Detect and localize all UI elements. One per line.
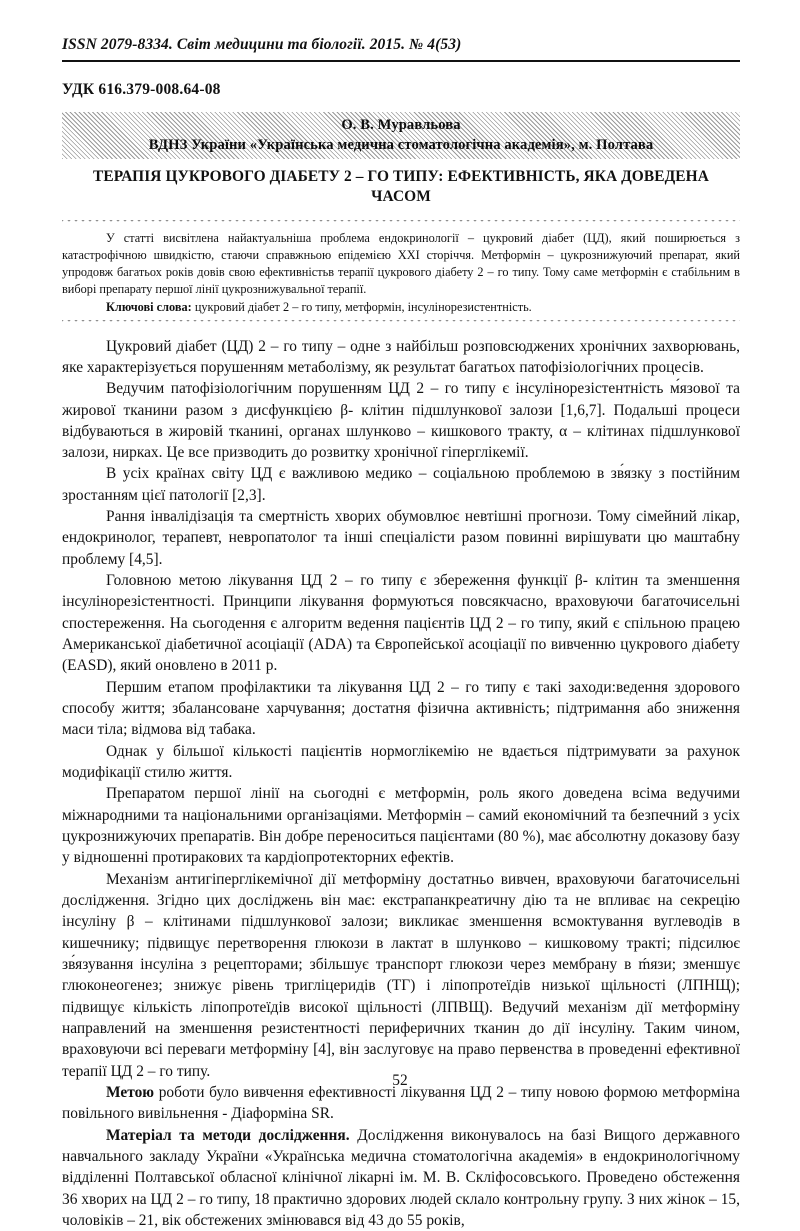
methods-label: Матеріал та методи дослідження. bbox=[106, 1126, 350, 1144]
udc-code: УДК 616.379-008.64-08 bbox=[62, 80, 221, 98]
paragraph-3: В усіх країнах світу ЦД є важливою медико – соціальною проблемою в зв́язку з постійним зростанням цієї патології [2,3]. bbox=[62, 465, 740, 504]
abstract-section bbox=[62, 226, 740, 320]
paragraph-2: Ведучим патофізіологічним порушенням ЦД 2 – го типу є інсулінорезістентність м́язової та жирової тканини разом з дисфункцією β- клітин підшлункової залози [1,6,7]. Подальші процеси відбуваються в жировій тканині, органах шлунково – кишкового тракту, α – клітинах підшлункової залози, нирках. Це все призводить до розвитку хронічної гіперглікемії. bbox=[62, 380, 740, 462]
abstract-text: У статті висвітлена найактуальніша проблема ендокринології – цукровий діабет (ЦД), який поширюється з катастрофічною швидкістю, стаючи справжньою епідемією ХХІ сторіччя. Метформін – цукрознижуючий препарат, який упродовж багатьох років довів свою ефективністьв терапії цукрового діабету 2 – го типу. Тому саме метформін є стабільним в виборі препарату першої лінії цукрознижувальної терапії. bbox=[62, 230, 740, 297]
aim-text: роботи було вивчення ефективності лікування ЦД 2 – типу новою формою метформіна повільного вивільнення - Діаформіна SR. bbox=[62, 1084, 740, 1123]
paragraph-6: Першим етапом профілактики та лікування ЦД 2 – го типу є такі заходи:ведення здорового способу життя; збалансоване харчування; достатня фізична активність; підтримання або зниження маси тіла; відмова від табака. bbox=[62, 678, 740, 739]
paragraph-4: Рання інвалідізація та смертність хворих обумовлює невтішні прогнози. Тому сімейний лікар, ендокринолог, терапевт, невропатолог та інші спеціалісти разом повинні вирішувати цю маштабну проблему [4,5]. bbox=[62, 508, 740, 568]
aim-label: Метою bbox=[106, 1084, 155, 1101]
abstract-bottom-border bbox=[62, 320, 740, 326]
author-affiliation-block bbox=[62, 112, 740, 159]
page-number: 52 bbox=[392, 1072, 408, 1089]
running-head: ISSN 2079-8334. Світ медицини та біології. 2015. № 4(53) bbox=[62, 36, 462, 53]
paragraph-8: Препаратом першої лінії на сьогодні є метформін, роль якого доведена всіма ведучими міжнародними та національними організаціями. Метформін – самий економічний та безпечний з усіх цукрознижуючих препаратів. Він добре переноситься пацієнтами (80 %), має абсолютну доказову базу у відношенні протиракових та кардіопротекторних ефектів. bbox=[62, 785, 740, 867]
article-body bbox=[62, 336, 740, 1231]
paragraph-5: Головною метою лікування ЦД 2 – го типу є збереження функції β- клітин та зменшення інсулінорезістентності. Принципи лікування формуються повсякчасно, враховуючи багаточисельні спостереження. На сьогодення є алгоритм ведення пацієнтів ЦД 2 – го типу, який є спільною працею Американської діабетичної асоціації (ADA) та Європейської асоціації по вивченню цукрового діабету (EASD), який оновлено в 2011 р. bbox=[62, 572, 740, 675]
paragraph-1: Цукровий діабет (ЦД) 2 – го типу – одне з найбільш розповсюджених хронічних захворювань, яке характерізується порушенням метаболізму, як результат багатьох патофізіологічних процесів. bbox=[62, 337, 740, 376]
paragraph-9: Механізм антигіперглікемічної дії метформіну достатньо вивчен, враховуючи багаточисельні дослідження. Згідно цих досліджень він має: екстрапанкреатичну дію та не впливає на секрецію інсуліну β – клітинами підшлункової залози; викликає зменшення всмоктування вуглеводів в кишечнику; підвищує перетворення глюкози в лактат в шлунково – кишковому тракті; підсилює зв́язування інсуліна з рецепторами; збільшує транспорт глюкози через мембрану в ḿязи; зменшує глюконеогенез; знижує рівень тригліцеридів (ТГ) і ліпопротеїдів низької щільності (ЛПНЩ); підвищує кількість ліпопротеїдів високої щільності (ЛПВЩ). Ведучий механізм дії метформіну направлений на зменшення резистентності периферичних тканин до дії інсуліну. Таким чином, враховуючи всі переваги метформіну [4], він заслуговує на право первенства в проведенні ефективної терапії ЦД 2 – го типу. bbox=[62, 870, 740, 1080]
keywords-value: цукровий діабет 2 – го типу, метформін, інсулінорезистентність. bbox=[191, 300, 532, 315]
running-head-rule bbox=[62, 60, 740, 62]
author-name: О. В. Муравльова bbox=[341, 116, 461, 133]
keywords-line bbox=[62, 299, 740, 316]
paragraph-11 bbox=[62, 1125, 740, 1231]
methods-text: Дослідження виконувалось на базі Вищого державного навчального закладу України «Українська медична стоматологічна академія» в ендокринологічному відділенні Полтавської обласної клінічної лікарні ім. М. В. Скліфосовського. Проведено обстеження 36 хворих на ЦД 2 – го типу, 18 практично здорових людей склало контрольну групу. З них жінок – 15, чоловіків – 21, вік обстежених змінювався від 43 до 55 років, bbox=[62, 1126, 740, 1229]
keywords-label: Ключові слова: bbox=[106, 300, 192, 315]
author-affiliation: ВДНЗ України «Українська медична стоматологічна академія», м. Полтава bbox=[148, 136, 654, 153]
page-title: ТЕРАПІЯ ЦУКРОВОГО ДІАБЕТУ 2 – ГО ТИПУ: ЕФЕКТИВНІСТЬ, ЯКА ДОВЕДЕНА ЧАСОМ bbox=[93, 167, 709, 206]
paragraph-7: Однак у більшої кількості пацієнтів нормоглікемію не вдається підтримувати за рахунок модифікації стилю життя. bbox=[62, 742, 740, 782]
